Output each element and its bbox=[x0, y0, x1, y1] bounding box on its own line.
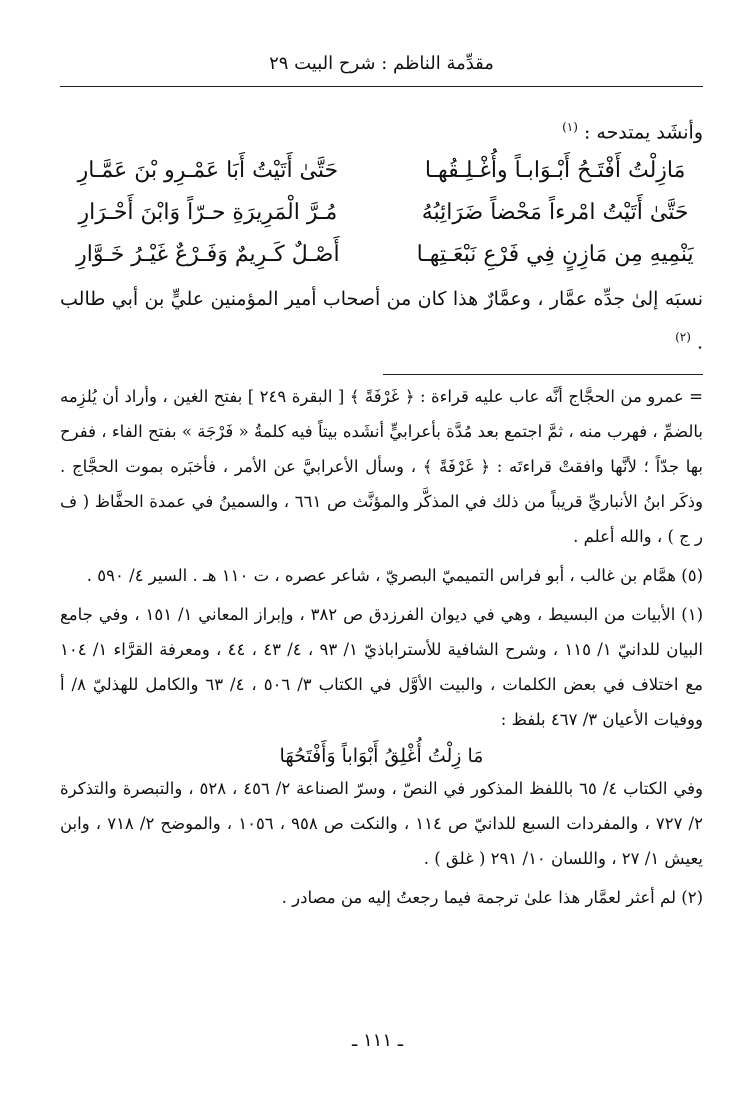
running-header: مقدِّمة الناظم : شرح البيت ٢٩ bbox=[269, 53, 494, 74]
body-text: نسبَه إلىٰ جدِّه عمَّار ، وعمَّارٌ هذا كان من أصحاب أمير المؤمنين عليٍّ بن أبي طالب . bbox=[60, 288, 703, 354]
header-rule bbox=[60, 86, 703, 87]
quoted-verse: مَا زِلْتُ أُغْلِقُ أَبْوَاباً وَأَفْتَحُهَا bbox=[279, 744, 484, 767]
verse-second-half: أَصْـلٌ كَـرِيمٌ وَفَـرْعٌ غَيْـرُ خَـوَّارِ bbox=[76, 242, 340, 268]
intro-text: وأنشَد يمتدحه : bbox=[583, 121, 703, 144]
body-paragraph bbox=[60, 280, 703, 361]
page bbox=[60, 48, 703, 919]
verse-first-half: يَنْمِيهِ مِن مَازِنٍ فِي فَرْعِ نَبْعَـتِهـا bbox=[416, 242, 694, 268]
footnote: (٥) همَّام بن غالب ، أبو فراس التميميّ البصريّ ، شاعر عصره ، ت ١١٠ هـ . السير ٤/ ٥٩٠ . bbox=[86, 565, 703, 585]
verse-line bbox=[60, 234, 703, 276]
footnotes bbox=[60, 379, 703, 915]
footnote: (١) الأبيات من البسيط ، وهي في ديوان الفرزدق ص ٣٨٢ ، وإبراز المعاني ١/ ١٥١ ، وفي جامع البيان للدانيّ ١/ ١١٥ ، وشرح الشافية للأستراباذيّ ١/ ٩٣ ، ٤/ ٤٣ ، ٤٤ ، ومعرفة القرَّاء ١/ ١٠٤ مع اختلاف في بعض الكلمات ، والبيت الأوَّل في الكتاب ٣/ ٥٠٦ ، ٤/ ٦٣ والكامل للهذليّ ٨/ أ ووفيات الأعيان ٣/ ٤٦٧ بلفظ : bbox=[60, 604, 704, 729]
footnote-ref: (١) bbox=[562, 120, 578, 134]
verse-line bbox=[60, 150, 703, 192]
page-number: ـ ١١١ ـ bbox=[351, 1030, 403, 1051]
footnote-continuation: = عمرو من الحجَّاج أنَّه عاب عليه قراءة : ﴿ غَرْفَةً ﴾ [ البقرة ٢٤٩ ] بفتح الغين ، وأراد أن يُلزِمه بالضمِّ ، فهرب منه ، ثمَّ اجتمع بعد مُدَّة بأعرابيٍّ أنشَده بيتاً فيه كلمةُ « فَرْجَة » بفتح الفاء ، ففرح بها جدّاً ؛ لأنَّها وافقتْ قراءتَه : ﴿ غَرْفَةً ﴾ ، وسأل الأعرابيَّ عن الأمر ، فأخبَره بموت الحجَّاج . وذكَر ابنُ الأنباريِّ قريباً من ذلك في المذكَّر والمؤنَّث ص ٦٦١ ، والسمينُ في عمدة الحفَّاظ ( ف ر ج ) ، والله أعلم . bbox=[60, 386, 704, 546]
intro-line bbox=[60, 113, 703, 146]
verse-second-half: حَتَّىٰ أَتَيْتُ أَبَا عَمْـرِو بْنَ عَمَّـارِ bbox=[77, 158, 339, 184]
verse-second-half: مُـرَّ الْمَرِيرَةِ حـرّاً وَابْنَ أَحْـرَارِ bbox=[78, 200, 338, 226]
verse-first-half: حَتَّىٰ أَتَيْتُ امْرءاً مَحْضاً ضَرَائِبُهُ bbox=[421, 200, 689, 226]
poem bbox=[60, 150, 703, 276]
footnote: (٢) لم أعثر لعمَّار هذا علىٰ ترجمة فيما رجعتُ إليه من مصادر . bbox=[281, 887, 703, 907]
verse-first-half: مَازِلْتُ أَفْتَـحُ أَبْـوَابـاً وأُغْـلِـقُهـا bbox=[424, 158, 686, 184]
footnote: وفي الكتاب ٤/ ٦٥ باللفظ المذكور في النصّ ، وسرّ الصناعة ٢/ ٤٥٦ ، ٥٢٨ ، والتبصرة والتذكرة ٢/ ٧٢٧ ، والمفردات السبع للدانيّ ص ١١٤ ، والنكت ص ٩٥٨ ، ١٠٥٦ ، والموضح ٢/ ٧١٨ ، وابن يعيش ١/ ٢٧ ، واللسان ١٠/ ٢٩١ ( غلق ) . bbox=[60, 778, 703, 868]
footnote-rule bbox=[383, 374, 703, 375]
footnote-ref: (٢) bbox=[675, 330, 691, 345]
verse-line bbox=[60, 192, 703, 234]
